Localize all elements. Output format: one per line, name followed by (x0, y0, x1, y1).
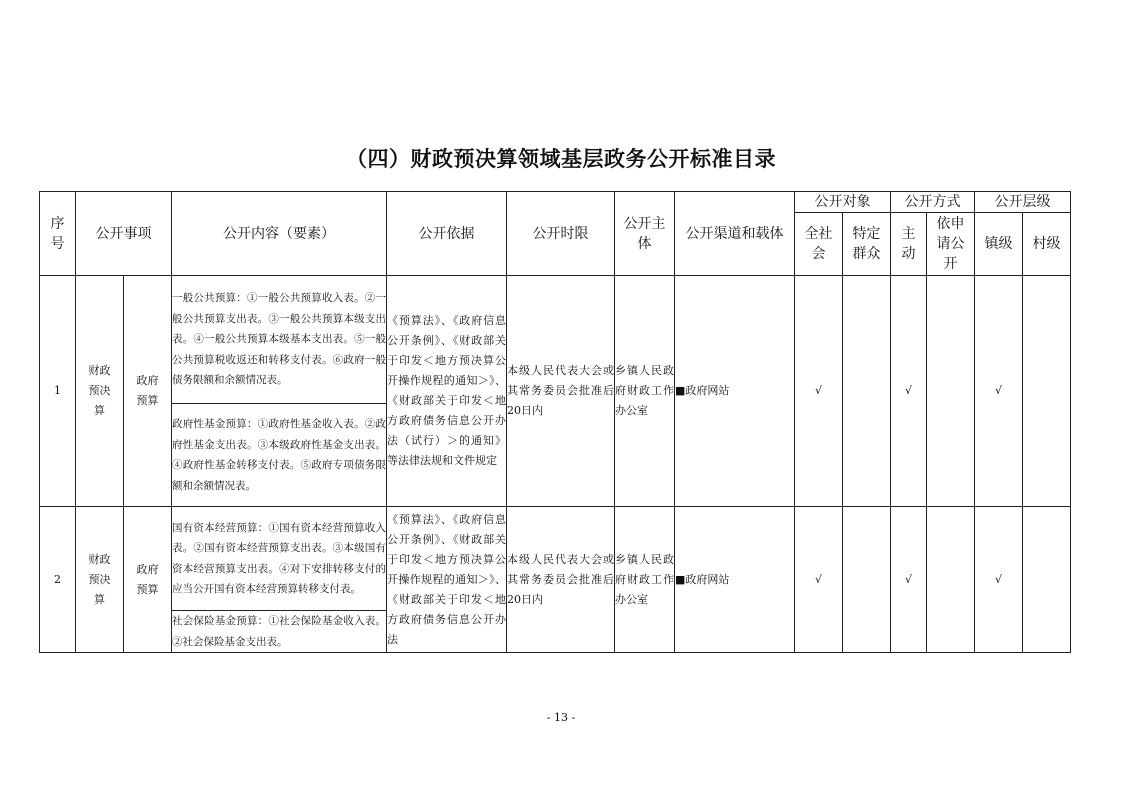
row-basis: 《预算法》、《政府信息公开条例》、《财政部关于印发＜地方预决算公开操作规程的通知＞》、《财政部关于印发＜地方政府债务信息公开办法（试行）＞的通知》等法律法规和文件规定 (387, 276, 507, 507)
row-check-specific (843, 507, 891, 653)
page-number: - 13 - (546, 711, 576, 724)
row-check-all: √ (795, 507, 843, 653)
header-all: 全社会 (795, 213, 843, 276)
row-check-village (1023, 507, 1071, 653)
row-item-category: 财政预决算 (76, 276, 124, 507)
header-basis: 公开依据 (387, 192, 507, 276)
row-item-subcategory: 政府预算 (124, 276, 172, 507)
header-seq: 序号 (40, 192, 76, 276)
row-basis: 《预算法》、《政府信息公开条例》、《财政部关于印发＜地方预决算公开操作规程的通知＞》、《财政部关于印发＜地方政府债务信息公开办法 (387, 507, 507, 653)
row-time: 本级人民代表大会或其常务委员会批准后20日内 (507, 507, 615, 653)
header-village: 村级 (1023, 213, 1071, 276)
row-check-specific (843, 276, 891, 507)
row-check-town: √ (975, 276, 1023, 507)
row-seq: 2 (40, 507, 76, 653)
row-check-village (1023, 276, 1071, 507)
header-level: 公开层级 (975, 192, 1071, 213)
row-item-subcategory: 政府预算 (124, 507, 172, 653)
row-check-town: √ (975, 507, 1023, 653)
row-content-b: 社会保险基金预算：①社会保险基金收入表。②社会保险基金支出表。 (172, 611, 387, 653)
row-subject: 乡镇人民政府财政工作办公室 (615, 276, 675, 507)
row-check-all: √ (795, 276, 843, 507)
header-target: 公开对象 (795, 192, 891, 213)
row-item-category: 财政预决算 (76, 507, 124, 653)
header-active: 主动 (891, 213, 927, 276)
row-content-b: 政府性基金预算：①政府性基金收入表。②政府性基金支出表。③本级政府性基金支出表。④政府性基金转移支付表。⑤政府专项债务限额和余额情况表。 (172, 404, 387, 507)
row-subject: 乡镇人民政府财政工作办公室 (615, 507, 675, 653)
header-content: 公开内容（要素） (172, 192, 387, 276)
row-time: 本级人民代表大会或其常务委员会批准后20日内 (507, 276, 615, 507)
row-channel: ■政府网站 (675, 276, 795, 507)
row-content-a: 国有资本经营预算：①国有资本经营预算收入表。②国有资本经营预算支出表。③本级国有资本经营预算支出表。④对下安排转移支付的应当公开国有资本经营预算转移支付表。 (172, 507, 387, 611)
header-time: 公开时限 (507, 192, 615, 276)
row-check-active: √ (891, 507, 927, 653)
header-item: 公开事项 (76, 192, 172, 276)
header-apply: 依申请公开 (927, 213, 975, 276)
header-method: 公开方式 (891, 192, 975, 213)
header-town: 镇级 (975, 213, 1023, 276)
header-row (40, 192, 1071, 213)
header-specific: 特定群众 (843, 213, 891, 276)
row-channel: ■政府网站 (675, 507, 795, 653)
page-title: （四）财政预决算领域基层政务公开标准目录 (346, 147, 776, 171)
row-content-a: 一般公共预算：①一般公共预算收入表。②一般公共预算支出表。③一般公共预算本级支出表。④一般公共预算本级基本支出表。⑤一般公共预算税收返还和转移支付表。⑥政府一般债务限额和余额情况表。 (172, 276, 387, 404)
row-check-apply (927, 276, 975, 507)
table-row (40, 507, 1071, 611)
header-subject: 公开主体 (615, 192, 675, 276)
row-check-active: √ (891, 276, 927, 507)
header-channel: 公开渠道和载体 (675, 192, 795, 276)
row-seq: 1 (40, 276, 76, 507)
table-row (40, 276, 1071, 404)
row-check-apply (927, 507, 975, 653)
catalog-table (39, 191, 1071, 653)
